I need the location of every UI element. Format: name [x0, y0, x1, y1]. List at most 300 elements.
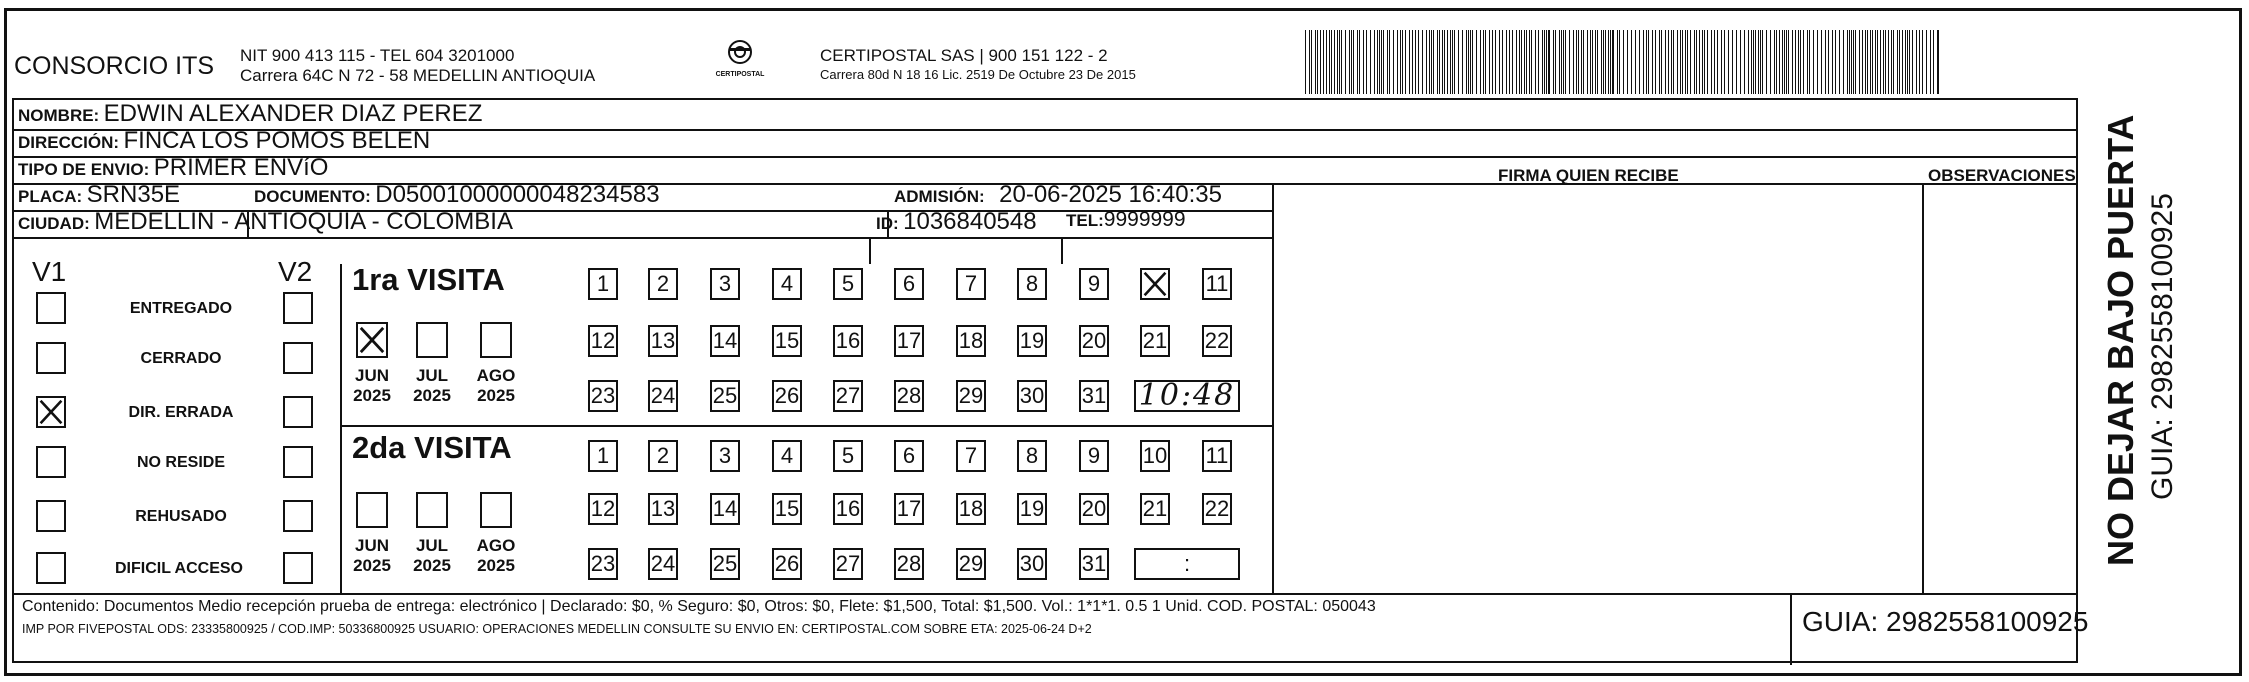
barcode-bar [1597, 30, 1598, 94]
tel-cell [1066, 208, 1186, 232]
barcode-bar [1694, 30, 1695, 94]
day-checkbox[interactable]: 9 [1079, 268, 1109, 300]
day-checkbox[interactable]: 21 [1140, 325, 1170, 357]
barcode-bar [1326, 30, 1327, 94]
barcode-bar [1905, 30, 1906, 94]
barcode-bar [1480, 30, 1481, 94]
barcode-bar [1744, 30, 1745, 94]
month-name: AGO [476, 366, 516, 385]
barcode-bar [1721, 30, 1722, 94]
carrier-name: CERTIPOSTAL SAS | 900 151 122 - 2 [820, 46, 1108, 65]
day-checkbox[interactable]: 9 [1079, 440, 1109, 472]
v2-checkbox[interactable] [283, 292, 313, 324]
day-checkbox[interactable]: 8 [1017, 440, 1047, 472]
barcode-bar [1351, 30, 1352, 94]
barcode-bar [1492, 30, 1493, 94]
barcode-bar [1821, 30, 1822, 94]
barcode-bar [1696, 30, 1697, 94]
placa-value: SRN35E [86, 181, 181, 208]
barcode-bar [1512, 30, 1513, 94]
barcode-bar [1690, 30, 1691, 94]
barcode-bar [1610, 30, 1611, 94]
barcode-bar [1631, 30, 1632, 94]
month-checkbox[interactable] [356, 322, 388, 358]
barcode-bar [1937, 30, 1939, 94]
day-checkbox[interactable]: 20 [1079, 493, 1109, 525]
day-checkbox[interactable]: 4 [772, 268, 802, 300]
day-checkbox[interactable]: 28 [894, 548, 924, 580]
barcode-bar [1353, 30, 1354, 94]
barcode-bar [1832, 30, 1833, 94]
barcode-bar [1740, 30, 1741, 94]
barcode-bar [1926, 30, 1927, 94]
day-checkbox[interactable]: 29 [956, 548, 986, 580]
barcode-bar [1643, 30, 1644, 94]
barcode-bar [1305, 30, 1306, 94]
day-checkbox[interactable]: 15 [772, 493, 802, 525]
barcode-bar [1847, 30, 1848, 94]
barcode-bar [1499, 30, 1500, 94]
day-checkbox[interactable]: 30 [1017, 380, 1047, 412]
tipo-row [18, 154, 328, 182]
barcode-bar [1665, 30, 1666, 94]
barcode-bar [1843, 30, 1844, 94]
barcode-bar [1888, 30, 1889, 94]
barcode-bar [1337, 30, 1338, 94]
barcode-bar [1907, 30, 1908, 94]
tipo-label: TIPO DE ENVIO: [18, 160, 150, 179]
placa-cell [18, 181, 180, 209]
day-checkbox[interactable]: 24 [648, 548, 678, 580]
barcode-bar [1437, 30, 1438, 94]
barcode-bar [1485, 30, 1486, 94]
barcode-bar [1711, 30, 1712, 94]
barcode-bar [1825, 30, 1826, 94]
barcode-bar [1573, 30, 1574, 94]
side-guia: GUIA: 2982558100925 [2146, 193, 2179, 500]
barcode-bar [1853, 30, 1854, 94]
barcode-bar [1546, 30, 1547, 94]
barcode-bar [1753, 30, 1754, 94]
barcode-bar [1784, 30, 1785, 94]
day-checkbox[interactable]: 14 [710, 493, 740, 525]
barcode-bar [1762, 30, 1763, 94]
day-checkbox[interactable]: 22 [1202, 493, 1232, 525]
barcode-bar [1671, 30, 1672, 94]
time-field[interactable]: : [1134, 548, 1240, 580]
barcode-bar [1387, 30, 1388, 94]
barcode-bar [1341, 30, 1342, 94]
barcode-bar [1576, 30, 1577, 94]
barcode-bar [1760, 30, 1761, 94]
barcode-bar [1758, 30, 1759, 94]
id-label: ID: [876, 214, 899, 233]
barcode-bar [1862, 30, 1863, 94]
barcode-bar [1466, 30, 1467, 94]
day-checkbox[interactable]: 29 [956, 380, 986, 412]
barcode-bar [1704, 30, 1705, 94]
barcode-bar [1736, 30, 1737, 94]
direccion-row [18, 127, 430, 155]
admision-cell [894, 181, 1222, 209]
v2-checkbox[interactable] [283, 342, 313, 374]
barcode-bar [1309, 30, 1310, 94]
documento-label: DOCUMENTO: [254, 187, 371, 206]
tel-value: 9999999 [1103, 208, 1186, 231]
v1-checkbox[interactable] [36, 396, 66, 428]
month-year: 2025 [353, 556, 391, 575]
barcode-bar [1717, 30, 1718, 94]
barcode-bar [1880, 30, 1881, 94]
barcode-bar [1916, 30, 1917, 94]
barcode-bar [1418, 30, 1419, 94]
day-checkbox[interactable]: 10 [1140, 440, 1170, 472]
day-checkbox[interactable]: 20 [1079, 325, 1109, 357]
month-label [466, 536, 526, 576]
barcode-bar [1680, 30, 1681, 94]
month-checkbox[interactable] [480, 492, 512, 528]
v1-checkbox[interactable] [36, 292, 66, 324]
barcode-bar [1431, 30, 1432, 94]
barcode-bar [1849, 30, 1850, 94]
nombre-value: EDWIN ALEXANDER DIAZ PEREZ [103, 100, 483, 127]
month-name: JUL [415, 536, 449, 555]
month-checkbox[interactable] [356, 492, 388, 528]
admision-value: 20-06-2025 16:40:35 [999, 181, 1222, 208]
barcode-bar [1444, 30, 1445, 94]
barcode-bar [1646, 30, 1647, 94]
day-checkbox[interactable]: 13 [648, 493, 678, 525]
barcode-bar [1415, 30, 1416, 94]
barcode-bar [1875, 30, 1876, 94]
day-checkbox[interactable]: 21 [1140, 493, 1170, 525]
barcode-bar [1374, 30, 1375, 94]
day-checkbox[interactable]: 2 [648, 268, 678, 300]
barcode-bar [1798, 30, 1799, 94]
month-checkbox[interactable] [416, 322, 448, 358]
barcode-bar [1363, 30, 1364, 94]
day-checkbox[interactable]: 11 [1202, 268, 1232, 300]
month-label [402, 536, 462, 576]
day-checkbox[interactable]: 5 [833, 268, 863, 300]
day-checkbox[interactable]: 18 [956, 493, 986, 525]
day-checkbox[interactable]: 25 [710, 548, 740, 580]
barcode-bar [1426, 30, 1427, 94]
barcode-bar [1359, 30, 1360, 94]
barcode-bar [1899, 30, 1900, 94]
barcode-bar [1795, 30, 1796, 94]
barcode-bar [1766, 30, 1767, 94]
barcode-bar [1587, 30, 1588, 94]
day-checkbox[interactable]: 13 [648, 325, 678, 357]
barcode-bar [1605, 30, 1606, 94]
barcode-bar [1865, 30, 1866, 94]
barcode-bar [1786, 30, 1787, 94]
barcode-bar [1627, 30, 1628, 94]
id-cell [876, 208, 1037, 236]
barcode-bar [1531, 30, 1532, 94]
day-checkbox[interactable]: 3 [710, 268, 740, 300]
day-checkbox[interactable]: 23 [588, 380, 618, 412]
day-checkbox[interactable]: 12 [588, 325, 618, 357]
barcode-bar [1933, 30, 1934, 94]
day-checkbox[interactable]: 8 [1017, 268, 1047, 300]
barcode-bar [1612, 30, 1614, 94]
barcode-bar [1472, 30, 1473, 94]
barcode-bar [1677, 30, 1678, 94]
barcode-bar [1422, 30, 1423, 94]
barcode-bar [1483, 30, 1484, 94]
month-year: 2025 [413, 556, 451, 575]
barcode-bar [1919, 30, 1920, 94]
barcode-bar [1339, 30, 1340, 94]
day-checkbox[interactable]: 1 [588, 268, 618, 300]
barcode-bar [1559, 30, 1560, 94]
day-checkbox[interactable]: 18 [956, 325, 986, 357]
time-field[interactable]: 10:48 [1134, 380, 1240, 412]
barcode-bar [1442, 30, 1443, 94]
day-checkbox[interactable]: 15 [772, 325, 802, 357]
v1-label: V1 [32, 256, 67, 287]
barcode-bar [1323, 30, 1324, 94]
barcode-bar [1732, 30, 1733, 94]
barcode-bar [1447, 30, 1448, 94]
status-label: CERRADO [140, 350, 222, 367]
barcode-bar [1800, 30, 1801, 94]
month-checkbox[interactable] [480, 322, 512, 358]
barcode-bar [1502, 30, 1503, 94]
barcode-bar [1807, 30, 1808, 94]
barcode-bar [1578, 30, 1579, 94]
company-nit: NIT 900 413 115 - TEL 604 3201000 [240, 46, 515, 65]
barcode-bar [1724, 30, 1725, 94]
barcode-bar [1728, 30, 1729, 94]
status-label: ENTREGADO [129, 300, 233, 317]
second-visit-title: 2da VISITA [352, 430, 512, 465]
barcode-bar [1897, 30, 1898, 94]
month-year: 2025 [413, 386, 451, 405]
barcode-bar [1673, 30, 1674, 94]
barcode-bar [1526, 30, 1527, 94]
barcode-bar [1462, 30, 1463, 94]
footer-contenido: Contenido: Documentos Medio recepción prueba de entrega: electrónico | Declarado: $0, % Seguro: $0, Otros: $0, Flete: $1,500, Total: $1,500. Vol.: 1*1*1. 0.5 1 Unid. COD. POSTAL: 050043 [22, 598, 1376, 615]
barcode-bar [1405, 30, 1406, 94]
barcode-bar [1383, 30, 1384, 94]
barcode-bar [1429, 30, 1430, 94]
barcode-bar [1565, 30, 1566, 94]
v1-checkbox[interactable] [36, 342, 66, 374]
barcode-bar [1855, 30, 1856, 94]
ciudad-value: MEDELLIN - ANTIOQUIA - COLOMBIA [94, 208, 513, 235]
day-checkbox[interactable]: 27 [833, 548, 863, 580]
barcode-bar [1639, 30, 1640, 94]
day-checkbox[interactable]: 27 [833, 380, 863, 412]
day-checkbox[interactable]: 7 [956, 440, 986, 472]
day-checkbox[interactable]: 31 [1079, 380, 1109, 412]
barcode-bar [1851, 30, 1852, 94]
barcode-bar [1922, 30, 1923, 94]
day-checkbox[interactable]: 24 [648, 380, 678, 412]
day-checkbox[interactable]: 12 [588, 493, 618, 525]
documento-value: D05001000000048234583 [375, 181, 660, 208]
barcode-bar [1668, 30, 1669, 94]
month-name: JUN [354, 366, 389, 385]
barcode-bar [1583, 30, 1584, 94]
carrier-logo-text: CERTIPOSTAL [715, 71, 765, 78]
barcode-bar [1867, 30, 1868, 94]
barcode-bar [1774, 30, 1775, 94]
barcode-bar [1603, 30, 1604, 94]
barcode-bar [1595, 30, 1596, 94]
barcode-bar [1902, 30, 1903, 94]
barcode-bar [1839, 30, 1840, 94]
barcode-bar [1555, 30, 1556, 94]
ciudad-cell [18, 208, 513, 236]
day-checkbox[interactable]: 17 [894, 493, 924, 525]
day-checkbox[interactable] [1140, 268, 1170, 300]
barcode-bar [1770, 30, 1771, 94]
day-checkbox[interactable]: 31 [1079, 548, 1109, 580]
barcode-bar [1516, 30, 1517, 94]
barcode-bar [1535, 30, 1536, 94]
day-checkbox[interactable]: 6 [894, 268, 924, 300]
documento-cell [254, 181, 660, 209]
barcode-bar [1870, 30, 1871, 94]
barcode-bar [1561, 30, 1562, 94]
barcode-bar [1315, 30, 1316, 94]
day-checkbox[interactable]: 30 [1017, 548, 1047, 580]
day-checkbox[interactable]: 14 [710, 325, 740, 357]
day-checkbox[interactable]: 26 [772, 380, 802, 412]
month-name: AGO [476, 536, 516, 555]
barcode-bar [1569, 30, 1570, 94]
barcode-bar [1409, 30, 1410, 94]
barcode-bar [1439, 30, 1440, 94]
barcode-bar [1581, 30, 1582, 94]
barcode-bar [1592, 30, 1593, 94]
barcode-bar [1393, 30, 1394, 94]
day-checkbox[interactable]: 3 [710, 440, 740, 472]
admision-label: ADMISIÓN: [894, 187, 985, 206]
barcode-bar [1542, 30, 1543, 94]
v2-checkbox[interactable] [283, 552, 313, 584]
day-checkbox[interactable]: 17 [894, 325, 924, 357]
day-checkbox[interactable]: 28 [894, 380, 924, 412]
barcode-bar [1930, 30, 1931, 94]
month-label [466, 366, 526, 406]
v2-checkbox[interactable] [283, 500, 313, 532]
barcode-bar [1563, 30, 1564, 94]
barcode-bar [1521, 30, 1522, 94]
barcode-bar [1699, 30, 1700, 94]
barcode-bar [1452, 30, 1453, 94]
v2-checkbox[interactable] [283, 396, 313, 428]
direccion-label: DIRECCIÓN: [18, 133, 120, 152]
day-checkbox[interactable]: 23 [588, 548, 618, 580]
barcode-bar [1655, 30, 1656, 94]
company-address: Carrera 64C N 72 - 58 MEDELLIN ANTIOQUIA [240, 66, 596, 85]
barcode-bar [1714, 30, 1715, 94]
carrier-logo [708, 38, 772, 88]
barcode-bar [1317, 30, 1318, 94]
day-checkbox[interactable]: 19 [1017, 493, 1047, 525]
placa-label: PLACA: [18, 187, 83, 206]
day-checkbox[interactable]: 19 [1017, 325, 1047, 357]
barcode-bar [1400, 30, 1401, 94]
month-checkbox[interactable] [416, 492, 448, 528]
barcode-bar [1370, 30, 1371, 94]
barcode-bar [1454, 30, 1455, 94]
barcode-bar [1682, 30, 1683, 94]
barcode-bar [1755, 30, 1756, 94]
barcode-bar [1366, 30, 1367, 94]
day-checkbox[interactable]: 25 [710, 380, 740, 412]
barcode-bar [1883, 30, 1884, 94]
barcode-bar [1349, 30, 1350, 94]
barcode-bar [1548, 30, 1550, 94]
day-checkbox[interactable]: 2 [648, 440, 678, 472]
barcode-bar [1702, 30, 1703, 94]
day-checkbox[interactable]: 6 [894, 440, 924, 472]
barcode-bar [1538, 30, 1539, 94]
barcode-bar [1506, 30, 1507, 94]
barcode-bar [1912, 30, 1913, 94]
day-checkbox[interactable]: 7 [956, 268, 986, 300]
barcode-bar [1877, 30, 1878, 94]
month-year: 2025 [477, 386, 515, 405]
barcode-bar [1357, 30, 1358, 94]
day-checkbox[interactable]: 1 [588, 440, 618, 472]
barcode [1305, 30, 1945, 94]
day-checkbox[interactable]: 11 [1202, 440, 1232, 472]
day-checkbox[interactable]: 16 [833, 493, 863, 525]
month-label [402, 366, 462, 406]
day-checkbox[interactable]: 4 [772, 440, 802, 472]
barcode-bar [1345, 30, 1346, 94]
v1-checkbox[interactable] [36, 446, 66, 478]
barcode-bar [1788, 30, 1789, 94]
barcode-bar [1509, 30, 1510, 94]
day-checkbox[interactable]: 16 [833, 325, 863, 357]
barcode-bar [1529, 30, 1530, 94]
barcode-bar [1792, 30, 1793, 94]
v1-checkbox[interactable] [36, 500, 66, 532]
barcode-bar [1476, 30, 1477, 94]
barcode-bar [1402, 30, 1403, 94]
v2-label: V2 [278, 256, 313, 287]
barcode-bar [1779, 30, 1780, 94]
day-checkbox[interactable]: 26 [772, 548, 802, 580]
v2-checkbox[interactable] [283, 446, 313, 478]
barcode-bar [1885, 30, 1886, 94]
barcode-bar [1661, 30, 1662, 94]
footer-imp: IMP POR FIVEPOSTAL ODS: 23335800925 / COD.IMP: 50336800925 USUARIO: OPERACIONES MEDELLIN CONSULTE SU ENVIO EN: CERTIPOSTAL.COM SOBRE ETA: 2025-06-24 D+2 [22, 622, 1092, 636]
barcode-bar [1601, 30, 1602, 94]
status-label: DIR. ERRADA [128, 404, 234, 421]
barcode-bar [1412, 30, 1413, 94]
status-label: REHUSADO [135, 508, 227, 525]
day-checkbox[interactable]: 22 [1202, 325, 1232, 357]
v1-checkbox[interactable] [36, 552, 66, 584]
barcode-bar [1450, 30, 1451, 94]
barcode-bar [1553, 30, 1554, 94]
barcode-bar [1334, 30, 1335, 94]
barcode-bar [1893, 30, 1894, 94]
day-checkbox[interactable]: 5 [833, 440, 863, 472]
nombre-label: NOMBRE: [18, 106, 100, 125]
barcode-bar [1687, 30, 1688, 94]
barcode-bar [1782, 30, 1783, 94]
